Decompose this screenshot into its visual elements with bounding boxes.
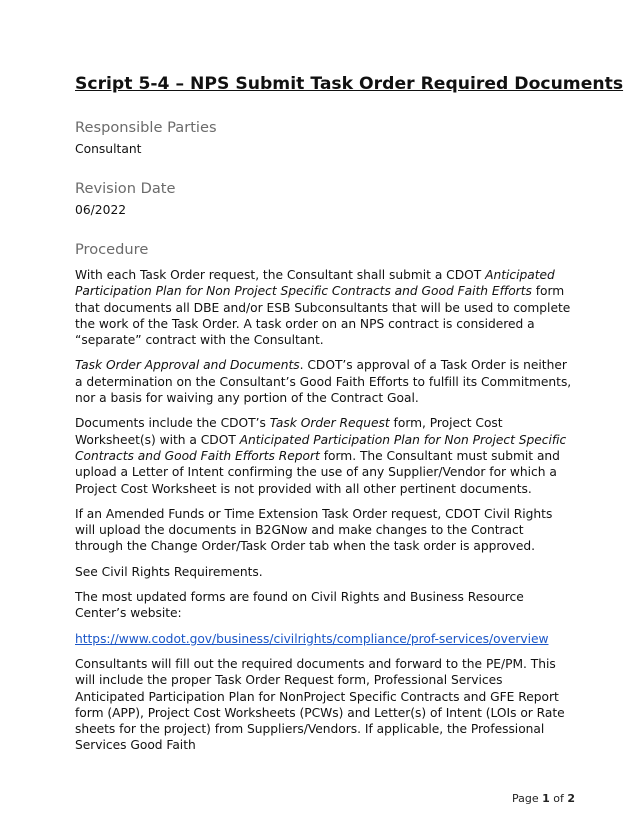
forms-link-paragraph	[75, 631, 575, 647]
document-body	[75, 74, 624, 763]
revision-value: 06/2022	[75, 203, 127, 217]
forms-link[interactable]: https://www.codot.gov/business/civilrights/compliance/prof-services/overview	[75, 631, 549, 646]
procedure-paragraph-6: The most updated forms are found on Civil Rights and Business Resource Center’s website:	[75, 590, 524, 621]
procedure-paragraph-1: With each Task Order request, the Consultant shall submit a CDOT Anticipated Participation Plan for Non Project Specific Contracts and Good Faith Efforts form that documents all DBE and/or ESB Subconsultants that will be used to complete the work of the Task Order. A task order on an NPS contract is considered a “separate” contract with the Consultant.	[75, 268, 571, 348]
page-title: Script 5-4 – NPS Submit Task Order Required Documents	[75, 74, 624, 94]
procedure-heading: Procedure	[75, 241, 149, 258]
revision-heading: Revision Date	[75, 180, 176, 197]
procedure-paragraph-3: Documents include the CDOT’s Task Order Request form, Project Cost Worksheet(s) with a CDOT Anticipated Participation Plan for Non Project Specific Contracts and Good Faith Efforts Report form. The Consultant must submit and upload a Letter of Intent confirming the use of any Supplier/Vendor for which a Project Cost Worksheet is not provided with all other pertinent documents.	[75, 416, 567, 496]
responsible-value: Consultant	[75, 142, 142, 156]
procedure-paragraph-5: See Civil Rights Requirements.	[75, 564, 263, 579]
responsible-heading: Responsible Parties	[75, 119, 217, 136]
procedure-paragraph-7: Consultants will fill out the required documents and forward to the PE/PM. This will include the proper Task Order Request form, Professional Services Anticipated Participation Plan for NonProject Specific Contracts and GFE Report form (APP), Project Cost Worksheets (PCWs) and Letter(s) of Intent (LOIs or Rate sheets for the project) from Suppliers/Vendors. If applicable, the Professional Services Good Faith	[75, 656, 565, 753]
procedure-paragraph-2: Task Order Approval and Documents. CDOT’s approval of a Task Order is neither a determination on the Consultant’s Good Faith Efforts to fulfill its Commitments, nor a basis for waiving any portion of the Contract Goal.	[75, 358, 572, 406]
page-number: Page 1 of 2	[512, 792, 576, 805]
procedure-paragraph-4: If an Amended Funds or Time Extension Task Order request, CDOT Civil Rights will upload the documents in B2GNow and make changes to the Contract through the Change Order/Task Order tab when the task order is approved.	[75, 506, 553, 554]
